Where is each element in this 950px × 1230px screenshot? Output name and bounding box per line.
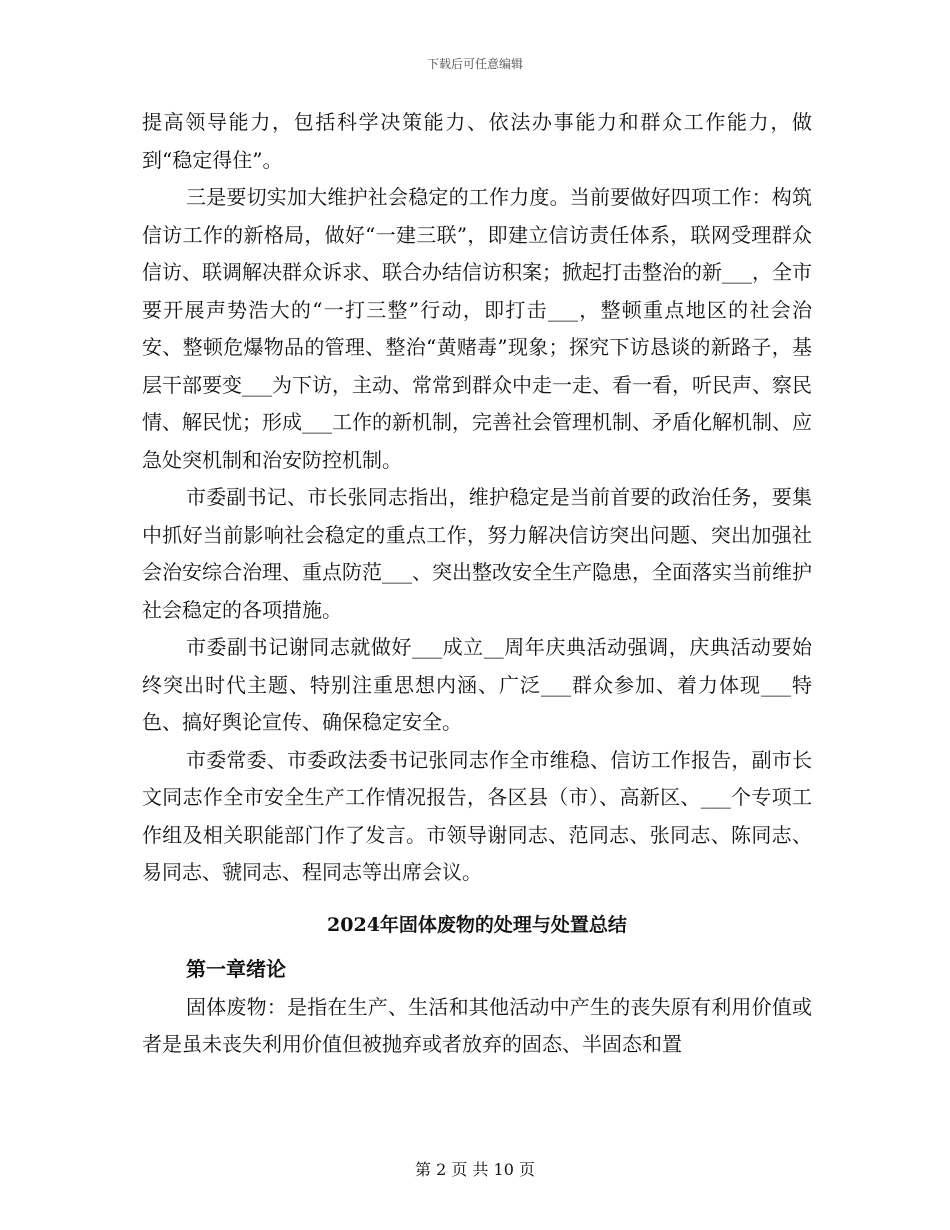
paragraph-continuation: 提高领导能力，包括科学决策能力、依法办事能力和群众工作能力，做到“稳定得住”。 (142, 110, 812, 172)
section-title: 2024年固体废物的处理与处置总结 (327, 913, 627, 936)
page-footer: 第 2 页 共 10 页 (415, 1160, 535, 1179)
paragraph-mayor-remarks: 市委副书记、市长张同志指出，维护稳定是当前首要的政治任务，要集中抓好当前影响社会稳定的重点工作，努力解决信访突出问题、突出加强社会治安综合治理、重点防范___、突出整改安全生产隐患，全面落实当前维护社会稳定的各项措施。 (142, 485, 812, 622)
paragraph-reports: 市委常委、市委政法委书记张同志作全市维稳、信访工作报告，副市长文同志作全市安全生产工作情况报告，各区县（市）、高新区、___个专项工作组及相关职能部门作了发言。市领导谢同志、范同志、张同志、陈同志、易同志、虢同志、程同志等出席会议。 (142, 747, 812, 884)
page-header: 下载后可任意编辑 (426, 57, 523, 71)
paragraph-solid-waste-definition: 固体废物：是指在生产、生活和其他活动中产生的丧失原有利用价值或者是虽未丧失利用价值但被抛弃或者放弃的固态、半固态和置 (142, 994, 812, 1056)
chapter-title: 第一章绪论 (186, 956, 286, 981)
paragraph-stability-work: 三是要切实加大维护社会稳定的工作力度。当前要做好四项工作：构筑信访工作的新格局，做好“一建三联”，即建立信访责任体系，联网受理群众信访、联调解决群众诉求、联合办结信访积案；掀起打击整治的新___，全市要开展声势浩大的“一打三整”行动，即打击___，整顿重点地区的社会治安、整顿危爆物品的管理、整治“黄赌毒”现象；探究下访恳谈的新路子，基层干部要变___为下访，主动、常常到群众中走一走、看一看，听民声、察民情、解民忧；形成___工作的新机制，完善社会管理机制、矛盾化解机制、应急处突机制和治安防控机制。 (142, 185, 812, 472)
paragraph-anniversary: 市委副书记谢同志就做好___成立__周年庆典活动强调，庆典活动要始终突出时代主题、特别注重思想内涵、广泛___群众参加、着力体现___特色、搞好舆论宣传、确保稳定安全。 (142, 635, 812, 734)
document-body (142, 104, 812, 1064)
